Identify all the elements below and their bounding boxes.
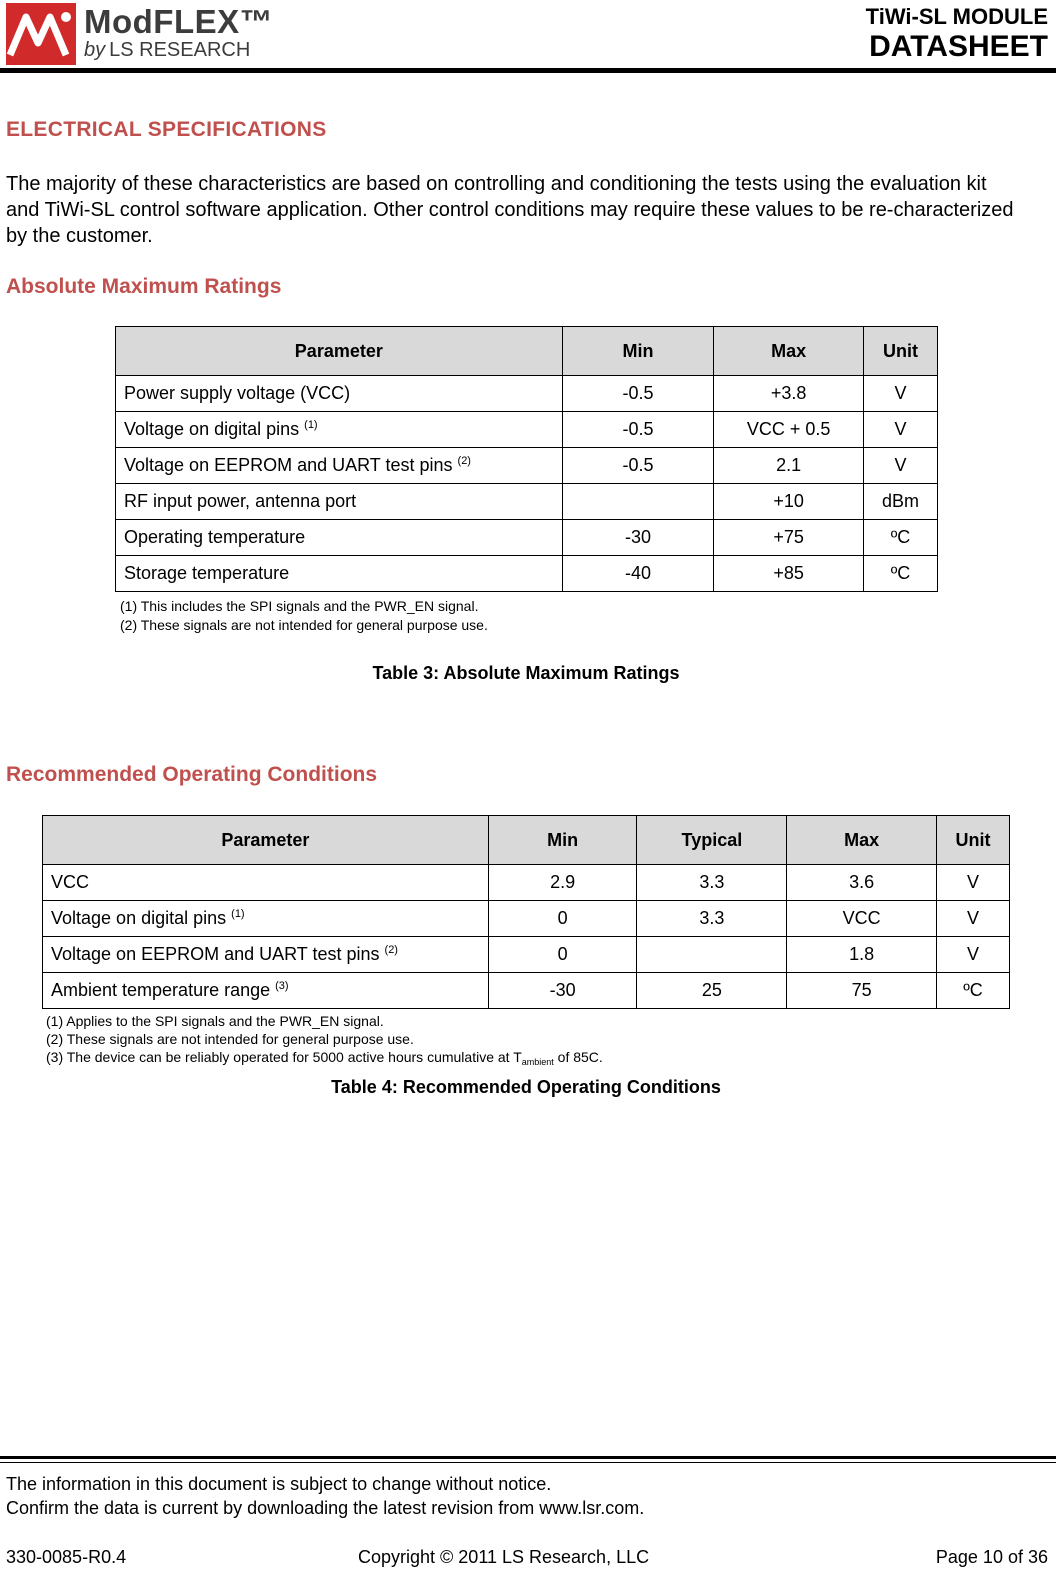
rec-op-note-3: (3) The device can be reliably operated for 5000 active hours cumulative at $T_{ambient}$ of 85C. [46, 1049, 603, 1067]
section-title: ELECTRICAL SPECIFICATIONS [6, 118, 327, 141]
rec-op-caption: Table 4: Recommended Operating Conditions [331, 1077, 721, 1097]
footer-doc-number: 330-0085-R0.4 [6, 1547, 127, 1567]
table-row [116, 484, 938, 520]
cell-max: +85 [714, 556, 864, 592]
table-row [43, 901, 1010, 937]
cell-typical: 3.3 [637, 865, 787, 901]
module-title: TiWi-SL MODULE [865, 4, 1048, 29]
cell-max: 75 [787, 973, 937, 1009]
cell-min [562, 484, 714, 520]
cell-max: +3.8 [714, 376, 864, 412]
logo-brand-name: ModFLEX™ [84, 3, 274, 40]
intro-paragraph: The majority of these characteristics are based on controlling and conditioning the tests using the evaluation kit and TiWi-SL control software application. Other control conditions may require these values to be re-characterized by the customer. [6, 173, 1014, 247]
col-header-unit: Unit [937, 816, 1010, 865]
cell-max: +75 [714, 520, 864, 556]
table-row [116, 448, 938, 484]
cell-min: -40 [562, 556, 714, 592]
cell-max: +10 [714, 484, 864, 520]
cell-max: VCC [787, 901, 937, 937]
document-type: DATASHEET [869, 30, 1048, 63]
table-row [116, 412, 938, 448]
abs-max-note-2: (2) These signals are not intended for general purpose use. [120, 617, 488, 633]
logo-company-name: LS RESEARCH [109, 39, 251, 61]
cell-min: 0 [488, 901, 637, 937]
abs-max-table [115, 326, 938, 592]
abs-max-caption: Table 3: Absolute Maximum Ratings [372, 663, 680, 683]
table-header-row [43, 816, 1010, 865]
col-header-min: Min [488, 816, 637, 865]
cell-unit: V [864, 448, 938, 484]
cell-parameter: Voltage on digital pins $^{(1)}$ [43, 901, 489, 937]
cell-unit: V [864, 412, 938, 448]
footer-page-number: Page 10 of 36 [935, 1547, 1048, 1567]
col-header-parameter: Parameter [43, 816, 489, 865]
cell-unit: dBm [864, 484, 938, 520]
cell-typical: 25 [637, 973, 787, 1009]
table-row [116, 376, 938, 412]
footer-confirm: Confirm the data is current by downloading the latest revision from www.lsr.com. [6, 1498, 645, 1518]
cell-unit: V [937, 937, 1010, 973]
cell-min: -30 [562, 520, 714, 556]
cell-parameter: Voltage on digital pins $^{(1)}$ [116, 412, 563, 448]
footer-divider [0, 1456, 1056, 1459]
col-header-parameter: Parameter [116, 327, 563, 376]
cell-unit: ºC [864, 556, 938, 592]
cell-min: -0.5 [562, 376, 714, 412]
col-header-unit: Unit [864, 327, 938, 376]
cell-parameter: RF input power, antenna port [116, 484, 563, 520]
cell-parameter: Operating temperature [116, 520, 563, 556]
cell-max: 3.6 [787, 865, 937, 901]
footer-copyright: Copyright © 2011 LS Research, LLC [358, 1547, 650, 1567]
table-row [43, 865, 1010, 901]
cell-unit: V [864, 376, 938, 412]
col-header-max: Max [714, 327, 864, 376]
cell-typical: 3.3 [637, 901, 787, 937]
abs-max-heading: Absolute Maximum Ratings [6, 275, 282, 298]
abs-max-note-1: (1) This includes the SPI signals and the PWR_EN signal. [120, 598, 479, 614]
footer-notice: The information in this document is subject to change without notice. [6, 1474, 552, 1494]
col-header-typical: Typical [637, 816, 787, 865]
table-row [43, 973, 1010, 1009]
cell-max: 1.8 [787, 937, 937, 973]
cell-typical [637, 937, 787, 973]
rec-op-note-2: (2) These signals are not intended for general purpose use. [46, 1031, 414, 1047]
table-row [116, 520, 938, 556]
cell-min: -0.5 [562, 412, 714, 448]
cell-unit: V [937, 865, 1010, 901]
company-logo [6, 3, 286, 65]
logo-company [84, 39, 250, 62]
cell-min: 2.9 [488, 865, 637, 901]
cell-max: 2.1 [714, 448, 864, 484]
logo-by-text: by [84, 39, 106, 61]
cell-parameter: Storage temperature [116, 556, 563, 592]
rec-op-heading: Recommended Operating Conditions [6, 763, 378, 786]
cell-unit: ºC [864, 520, 938, 556]
cell-parameter: VCC [43, 865, 489, 901]
cell-parameter: Power supply voltage (VCC) [116, 376, 563, 412]
cell-unit: V [937, 901, 1010, 937]
cell-min: -30 [488, 973, 637, 1009]
cell-unit: ºC [937, 973, 1010, 1009]
rec-op-note-1: (1) Applies to the SPI signals and the PWR_EN signal. [46, 1013, 384, 1029]
table-row [116, 556, 938, 592]
logo-mark-icon [6, 3, 76, 65]
rec-op-table [42, 815, 1010, 1009]
cell-parameter: Ambient temperature range $^{(3)}$ [43, 973, 489, 1009]
cell-parameter: Voltage on EEPROM and UART test pins $^{(2)}$ [43, 937, 489, 973]
cell-min: -0.5 [562, 448, 714, 484]
table-header-row [116, 327, 938, 376]
header-divider [0, 68, 1056, 73]
table-row [43, 937, 1010, 973]
col-header-max: Max [787, 816, 937, 865]
cell-parameter: Voltage on EEPROM and UART test pins $^{(2)}$ [116, 448, 563, 484]
cell-max: VCC + 0.5 [714, 412, 864, 448]
col-header-min: Min [562, 327, 714, 376]
footer-divider-thin [0, 1462, 1056, 1463]
cell-min: 0 [488, 937, 637, 973]
